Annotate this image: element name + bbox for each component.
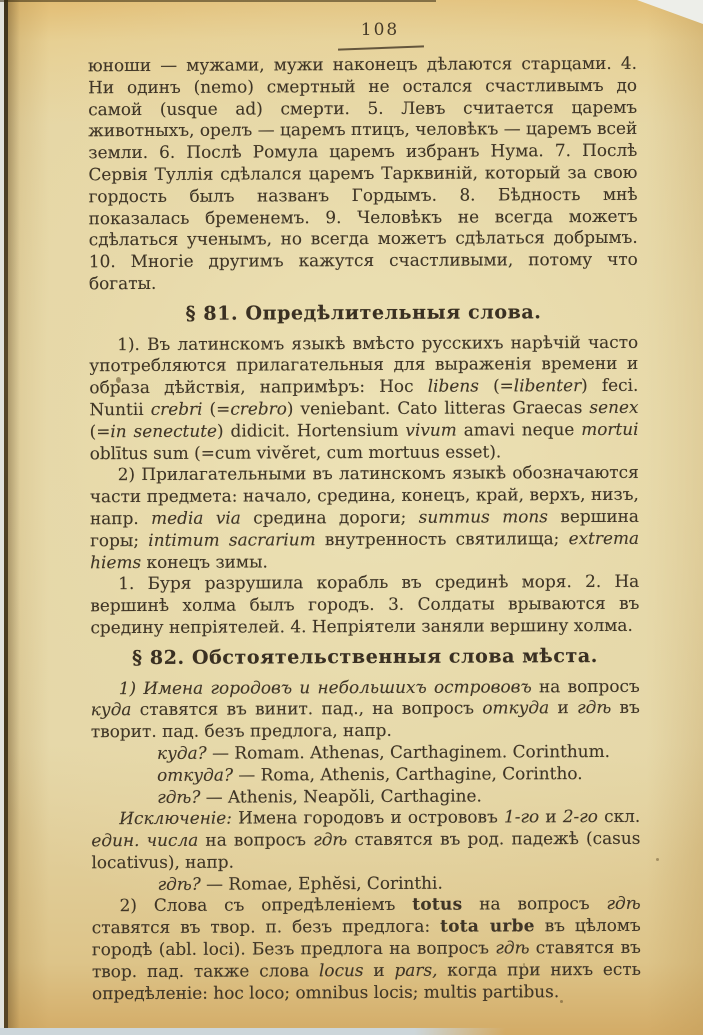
case-line-otkuda: откуда? — Roma, Athenis, Carthagine, Corintho. xyxy=(157,762,583,785)
section-81-para-2: 2) Прилагательными въ латинскомъ языкѣ обозначаются части предмета: начало, средина, конецъ, край, верхъ, низъ, напр. media via средина дороги; summus mons вершина горы; intimum sacrarium внутренность святилища; extrema hiems конецъ зимы. xyxy=(89,462,640,572)
section-82-para-1: 1) Имена городовъ и небольшихъ острововъ на вопросъ куда ставятся въ винит. пад., на вопросъ откуда и гдѣ въ творит. пад. безъ предлога, напр. xyxy=(90,675,640,742)
paper-speck xyxy=(656,858,659,861)
scan-strip-bottom xyxy=(0,1028,505,1035)
case-line-gde-locative: гдѣ? — Romae, Ephĕsi, Corinthi. xyxy=(157,872,443,894)
section-81-exercises: 1. Буря разрушила корабль въ срединѣ моря. 2. На вершинѣ холма былъ городъ. 3. Солдаты врываются въ средину непріятелей. 4. Непріятели заняли вершину холма. xyxy=(90,571,640,638)
text-column xyxy=(88,53,641,1005)
page-number-rule xyxy=(338,45,424,50)
exception-paragraph: Исключеніе: Имена городовъ и острововъ 1-го и 2-го скл. един. числа на вопросъ гдѣ ставятся въ род. падежѣ (casus locativus), напр. xyxy=(91,806,641,873)
continued-paragraph: юноши — мужами, мужи наконецъ дѣлаются старцами. 4. Ни одинъ (nemo) смертный не остался счастливымъ до самой (usque ad) смерти. 5. Левъ считается царемъ животныхъ, орелъ — царемъ птицъ, человѣкъ — царемъ всей земли. 6. Послѣ Ромула царемъ избранъ Нума. 7. Послѣ Сервія Туллія сдѣлался царемъ Тарквиній, который за свою гордость былъ названъ Гордымъ. 8. Бѣдность мнѣ показалась бременемъ. 9. Человѣкъ не всегда можетъ сдѣлаться ученымъ, но всегда можетъ сдѣлаться добрымъ. 10. Многіе другимъ кажутся счастливыми, потому что богаты. xyxy=(87,52,638,294)
case-line-kuda: куда? — Romam. Athenas, Carthaginem. Corinthum. xyxy=(156,740,611,763)
section-81-heading: § 81. Опредѣлительныя слова. xyxy=(185,300,542,325)
scan-edge-top xyxy=(0,0,436,2)
section-82-para-2: 2) Слова съ опредѣленіемъ totus на вопросъ гдѣ ставятся въ твор. п. безъ предлога: tota urbe въ цѣломъ городѣ (abl. loci). Безъ предлога на вопросъ гдѣ ставятся въ твор. пад. также слова locus и pars, когда при нихъ есть опредѣленіе: hoc loco; omnibus locis; multis partibus. xyxy=(91,893,641,1003)
scan-corner-top-right xyxy=(637,0,703,24)
case-line-gde: гдѣ? — Athenis, Neapŏli, Carthagine. xyxy=(157,784,482,807)
section-81-para-1: 1). Въ латинскомъ языкѣ вмѣсто русскихъ нарѣчій часто употребляются прилагательныя для выраженія времени и образа дѣйствія, напримѣръ: Hoc libens (=libenter) feci. Nuntii crebri (=crebro) veniebant. Cato litteras Graecas senex (=in senectute) didicit. Hortensium vivum amavi neque mortui oblītus sum (=cum vivĕret, cum mortuus esset). xyxy=(89,331,639,463)
section-82-heading: § 82. Обстоятельственныя слова мѣста. xyxy=(132,644,599,669)
scan-edge-left-shadow xyxy=(8,0,20,1035)
page-number: 108 xyxy=(360,20,400,40)
